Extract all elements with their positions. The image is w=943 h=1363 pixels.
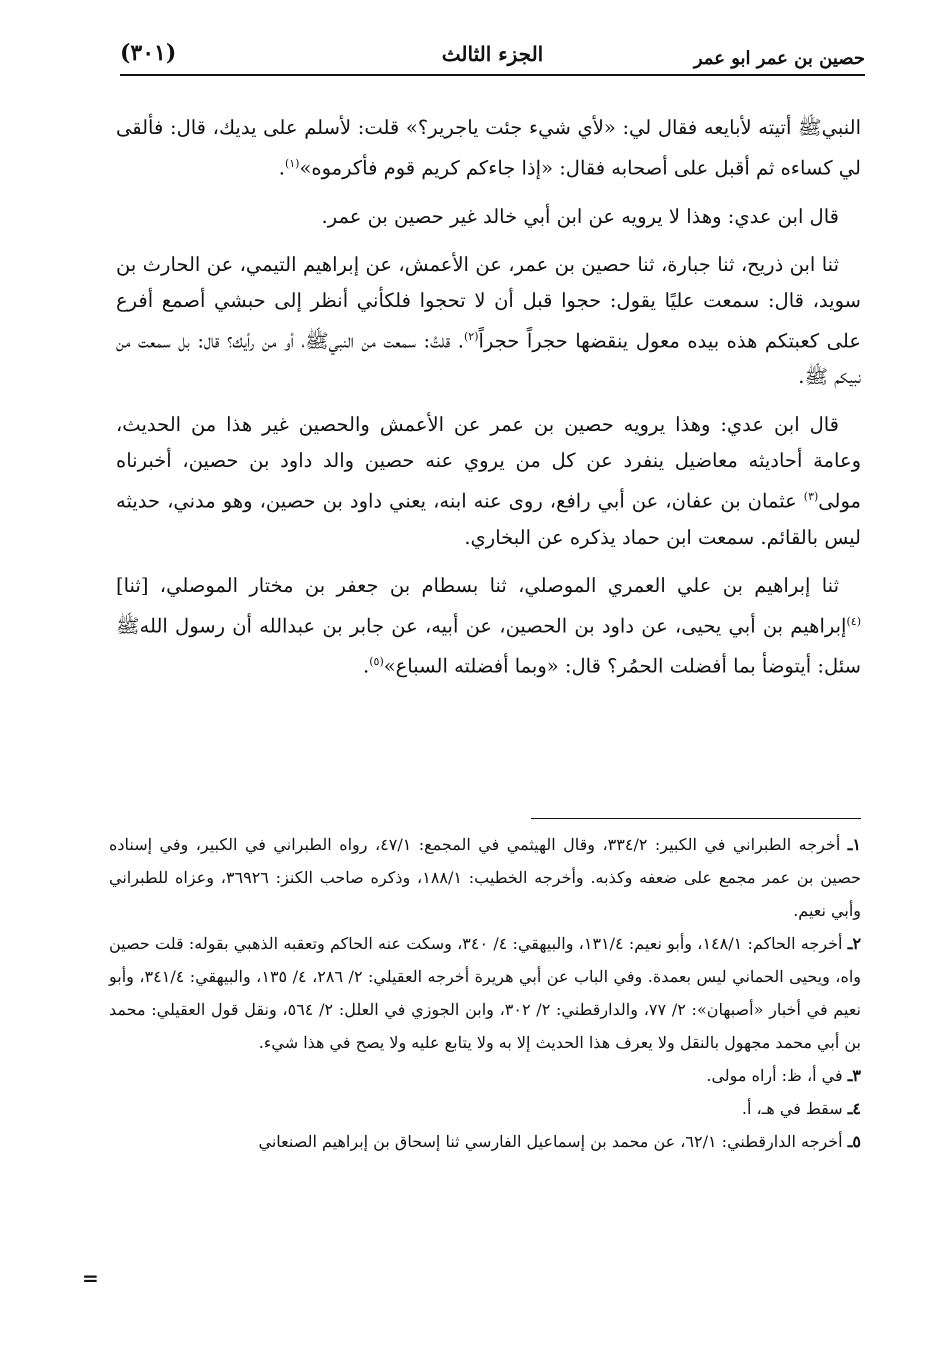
footnote-1-number: ١ـ: [847, 835, 862, 854]
footnote-4-number: ٤ـ: [847, 1099, 861, 1118]
footnote-ref-1: (١): [284, 157, 300, 170]
footnote-1: [109, 828, 861, 927]
footnote-3: [109, 1059, 861, 1092]
footnote-3-number: ٣ـ: [847, 1066, 861, 1085]
paragraph-4-text: قال ابن عدي: وهذا يرويه حصين بن عمر عن الأعمش والحصين غير هذا من الحديث، وعامة أحاديثه معاضيل ينفرد عن كل من يروي عنه حصين والد داود بن حصين، أخبرناه مولى: [116, 413, 861, 513]
footnote-2-text: أخرجه الحاكم: ١٤٨/١، وأبو نعيم: ١٣١/٤، والبيهقي: ٤/ ٣٤٠، وسكت عنه الحاكم وتعقبه الذهبي بقوله: قلت حصين واه، ويحيى الحماني ليس بعمدة. وفي الباب عن أبي هريرة أخرجه العقيلي: ٢/ ٢٨٦، ٤/ ١٣٥، والبيهقي: ٣٤١/٤، وأبو نعيم في أخبار «أصبهان»: ٢/ ٧٧، والدارقطني: ٢/ ٣٠٢، وابن الجوزي في العلل: ٢/ ٥٦٤، ونقل قول العقيلي: محمد بن أبي محمد مجهول بالنقل ولا يعرف هذا الحديث إلا به ولا يتابع عليه ولا يصح في هذا شيء.: [109, 934, 862, 1052]
paragraph-5: [116, 568, 861, 685]
paragraph-1-text: النبيﷺ أتيته لأبايعه فقال لي: «لأي شيء جئت ياجرير؟» قلت: لأسلم على يديك، قال: فألقى لي كساءه ثم أقبل على أصحابه فقال: «إذا جاءكم كريم قوم فأكرموه»: [116, 116, 861, 180]
footnote-5-number: ٥ـ: [847, 1132, 861, 1151]
footnote-2: [109, 927, 861, 1059]
main-text: [116, 110, 861, 697]
footnote-ref-3: (٣): [803, 490, 819, 503]
paragraph-5-end: .: [363, 654, 370, 678]
footnotes: [109, 828, 861, 1158]
paragraph-5-middle: إبراهيم بن أبي يحيى، عن داود بن الحصين، عن أبيه، عن جابر بن عبدالله أن رسول اللهﷺ سئل: أيتوضأ بما أفضلت الحمُر؟ قال: «وبما أفضلته السباع»: [116, 614, 861, 678]
footnote-5: [109, 1125, 861, 1158]
paragraph-3-end: . قلتُ: سمعت من النبيﷺ، أو من رأيك؟ قال: بل سمعت من نبيكم ﷺ.: [116, 329, 861, 388]
footnote-4: [109, 1092, 861, 1125]
footnote-ref-2: (٢): [463, 329, 479, 343]
continued-mark: =: [82, 1266, 99, 1290]
footnote-separator: [531, 818, 861, 819]
paragraph-3: [116, 247, 861, 396]
footnote-2-number: ٢ـ: [847, 934, 862, 953]
footnote-ref-4: (٤): [846, 614, 861, 628]
paragraph-5-text: ثنا إبراهيم بن علي العمري الموصلي، ثنا بسطام بن جعفر بن مختار الموصلي، [ثنا]: [116, 573, 839, 597]
page-number: (٣٠١): [120, 40, 177, 66]
footnote-1-text: أخرجه الطبراني في الكبير: ٣٣٤/٢، وقال الهيثمي في المجمع: ٤٧/١، رواه الطبراني في الكبير، وفي إسناده حصين بن عمر مجمع على ضعفه وكذبه. وأخرجه الخطيب: ١٨٨/١، وذكره صاحب الكنز: ٣٦٩٢٦، وعزاه للطبراني وأبي نعيم.: [109, 835, 862, 920]
paragraph-4-end: عثمان بن عفان، عن أبي رافع، روى عنه ابنه، يعني داود بن حصين، وهو مدني، حديثه ليس بالقائم. سمعت ابن حماد يذكره عن البخاري.: [116, 489, 861, 549]
paragraph-1: [116, 110, 861, 187]
footnote-4-text: سقط في هـ، أ.: [741, 1099, 843, 1118]
page-header: [120, 38, 865, 78]
paragraph-3-text: ثنا ابن ذريح، ثنا جبارة، ثنا حصين بن عمر، عن الأعمش، عن إبراهيم التيمي، عن الحارث بن سويد، قال: سمعت عليًا يقول: حجوا قبل أن لا تحجوا فلكأني أنظر إلى حبشي أصمع أفرع على كعبتكم هذه بيده معول ينقضها حجراً حجراً: [116, 252, 862, 352]
footnote-ref-5: (٥): [369, 655, 384, 668]
paragraph-2: قال ابن عدي: وهذا لا يرويه عن ابن أبي خالد غير حصين بن عمر.: [321, 204, 839, 228]
footnote-3-text: في أ، ظ: أراه مولى.: [706, 1066, 843, 1085]
paragraph-1-end: .: [278, 156, 285, 180]
footnote-5-text: أخرجه الدارقطني: ٦٢/١، عن محمد بن إسماعيل الفارسي ثنا إسحاق بن إبراهيم الصنعاني: [258, 1132, 843, 1151]
running-title: حصين بن عمر ابو عمر: [693, 48, 865, 69]
paragraph-4: [116, 407, 861, 556]
header-rule: [120, 74, 865, 76]
volume-title: الجزء الثالث: [441, 42, 544, 66]
